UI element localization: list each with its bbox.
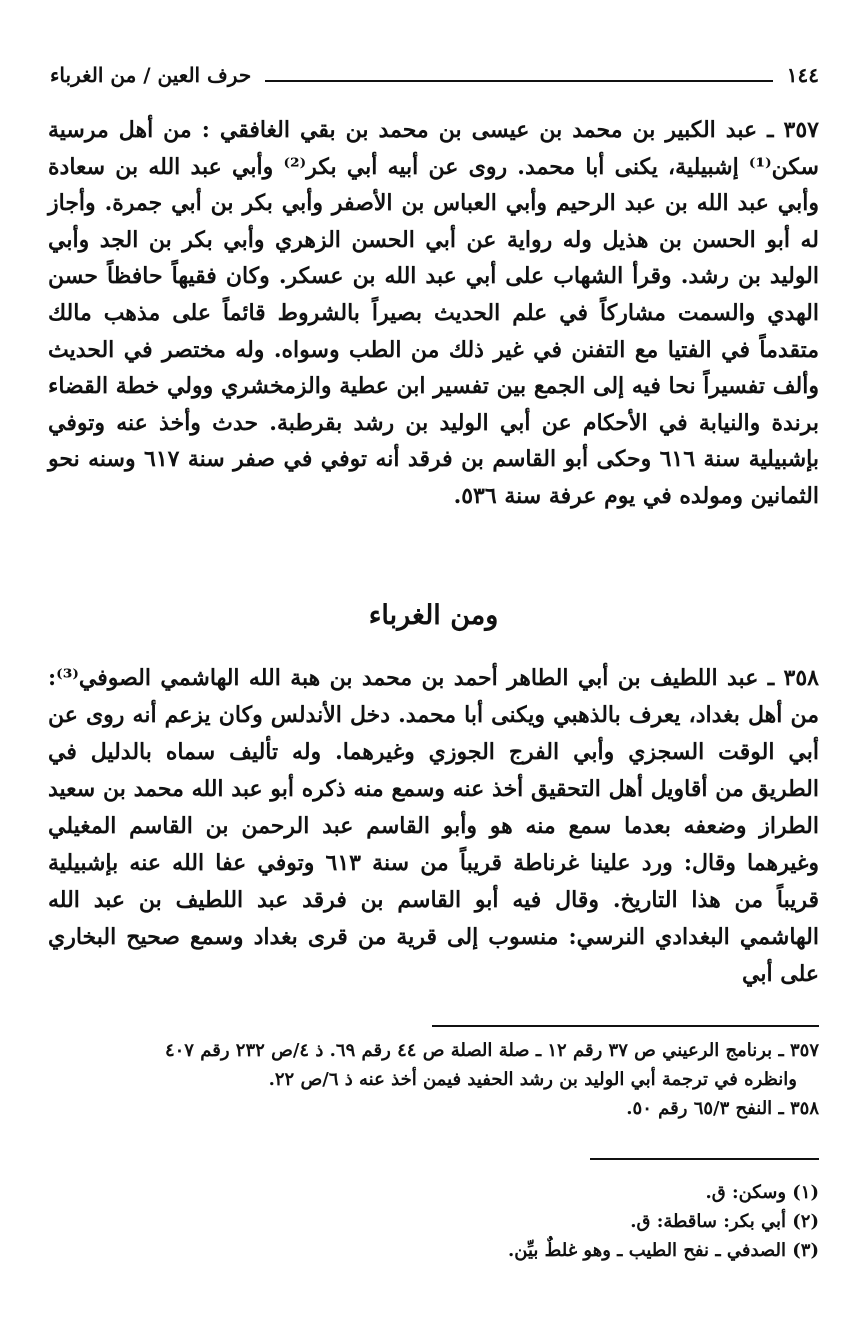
entry-357-text: ٣٥٧ ـ عبد الكبير بن محمد بن عيسى بن محمد بن بقي الغافقي : من أهل مرسية سكن⁽¹⁾ إشبيلية، يكنى أبا محمد. روى عن أبيه أبي بكر⁽²⁾ وأبي عبد الله بن سعادة وأبي عبد الله بن عبد الرحيم وأبي العباس بن الأصفر وأبي بكر بن أبي جمرة. وأجاز له أبو الحسن بن هذيل وله رواية عن أبي الحسن الزهري وأبي بكر بن الجد وأبي الوليد بن رشد. وقرأ الشهاب على أبي عبد الله بن عسكر. وكان فقيهاً حافظاً حسن الهدي والسمت مشاركاً في علم الحديث بصيراً بالشروط قائماً على مذهب مالك متقدماً في الفتيا مع التفنن في غير ذلك من الطب وسواه. وله مختصر في الحديث وألف تفسيراً نحا فيه إلى الجمع بين تفسير ابن عطية والزمخشري وولي خطة القضاء برندة والنيابة في الأحكام عن أبي الوليد بن رشد بقرطبة. حدث وأخذ عنه وتوفي بإشبيلية سنة ٦١٦ وحكى أبو القاسم بن فرقد أنه توفي في صفر سنة ٦١٧ وسنه نحو الثمانين ومولده في يوم عرفة سنة ٥٣٦.: [48, 117, 819, 509]
sources-divider: [432, 1025, 819, 1027]
footnotes-block: [48, 1178, 819, 1265]
entry-358-text: ٣٥٨ ـ عبد اللطيف بن أبي الطاهر أحمد بن محمد بن هبة الله الهاشمي الصوفي⁽³⁾: من أهل بغداد، يعرف بالذهبي ويكنى أبا محمد. دخل الأندلس وكان يزعم أنه روى عن أبي الوقت السجزي وأبي الفرج الجوزي وغيرهما. وله تأليف سماه بالدليل في الطريق من أقاويل أهل التحقيق أخذ عنه وسمع منه ذكره أبو عبد الله محمد بن سعيد الطراز وضعفه بعدما سمع منه هو وأبو القاسم عبد الرحمن بن القاسم المغيلي وغيرهما وقال: ورد علينا غرناطة قريباً من سنة ٦١٣ وتوفي عفا الله عنه بإشبيلية قريباً من هذا التاريخ. وقال فيه أبو القاسم بن فرقد عبد اللطيف بن عبد الله الهاشمي البغدادي النرسي: منسوب إلى قرية من قرى بغداد وسمع صحيح البخاري على أبي: [48, 665, 819, 987]
footnote: (١) وسكن: ق.: [705, 1182, 819, 1203]
page-header: [50, 58, 819, 92]
source-line: وانظره في ترجمة أبي الوليد بن رشد الحفيد فيمن أخذ عنه ذ ٦/ص ٢٢.: [268, 1069, 797, 1090]
running-title: حرف العين / من الغرباء: [50, 63, 252, 87]
source-line: ٣٥٧ ـ برنامج الرعيني ص ٣٧ رقم ١٢ ـ صلة الصلة ص ٤٤ رقم ٦٩. ذ ٤/ص ٢٣٢ رقم ٤٠٧: [164, 1040, 819, 1061]
footnote: (٢) أبي بكر: ساقطة: ق.: [630, 1211, 819, 1232]
entry-358: [48, 660, 819, 993]
page-number: ١٤٤: [786, 63, 819, 87]
footnotes-divider: [590, 1158, 819, 1160]
header-rule: [265, 80, 773, 82]
entry-357: [48, 112, 819, 515]
footnote: (٣) الصدفي ـ نفح الطيب ـ وهو غلطٌ بيِّن.: [508, 1240, 819, 1261]
sources-block: [48, 1036, 819, 1123]
source-line: ٣٥٨ ـ النفح ٦٥/٣ رقم ٥٠.: [626, 1098, 819, 1119]
section-title: ومن الغرباء: [368, 600, 499, 631]
